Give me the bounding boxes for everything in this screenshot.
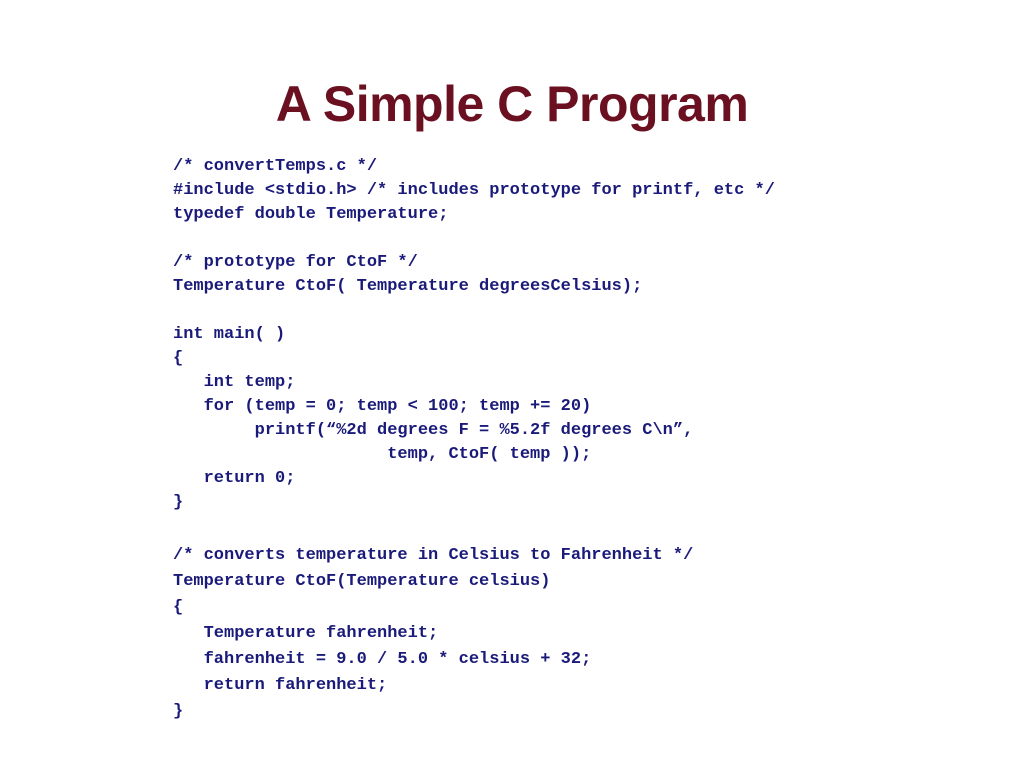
code-line: int temp;: [173, 373, 296, 392]
code-listing: [173, 155, 993, 725]
code-line: int main( ): [173, 325, 286, 344]
code-block-main: [173, 323, 993, 515]
code-line: Temperature CtoF( Temperature degreesCelsius);: [173, 277, 643, 296]
code-line: #include <stdio.h> /* includes prototype for printf, etc */: [173, 181, 775, 200]
slide-title: A Simple C Program: [275, 76, 749, 132]
code-line: /* convertTemps.c */: [173, 157, 378, 176]
code-line: {: [173, 598, 184, 617]
code-line: temp, CtoF( temp ));: [173, 445, 592, 464]
code-block-header: [173, 155, 993, 227]
code-line: {: [173, 349, 184, 368]
code-block-prototype: [173, 251, 993, 299]
code-block-ctof: [173, 543, 993, 725]
code-line: return fahrenheit;: [173, 676, 388, 695]
code-line: Temperature fahrenheit;: [173, 624, 439, 643]
code-line: fahrenheit = 9.0 / 5.0 * celsius + 32;: [173, 650, 592, 669]
blank-line: [173, 227, 993, 251]
code-line: }: [173, 493, 184, 512]
code-line: printf(“%2d degrees F = %5.2f degrees C\n”,: [173, 421, 694, 440]
code-line: return 0;: [173, 469, 296, 488]
code-line: Temperature CtoF(Temperature celsius): [173, 572, 551, 591]
code-line: typedef double Temperature;: [173, 205, 449, 224]
code-line: }: [173, 702, 184, 721]
code-line: for (temp = 0; temp < 100; temp += 20): [173, 397, 592, 416]
blank-line: [173, 515, 993, 543]
code-line: /* prototype for CtoF */: [173, 253, 418, 272]
code-line: /* converts temperature in Celsius to Fahrenheit */: [173, 546, 694, 565]
blank-line: [173, 299, 993, 323]
